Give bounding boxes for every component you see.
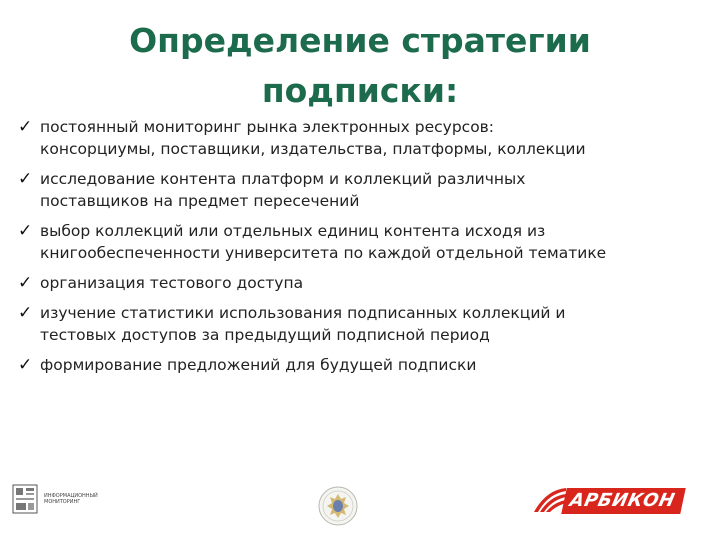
monitoring-emblem-icon bbox=[12, 484, 38, 514]
university-seal-icon bbox=[318, 484, 358, 528]
checkmark-icon: ✓ bbox=[18, 117, 33, 137]
bullet-text-line-2: консорциумы, поставщики, издательства, платформы, коллекции bbox=[40, 140, 586, 158]
slide-title-line-2: подписки: bbox=[261, 71, 459, 110]
bullet-text-line-1: изучение статистики использования подписанных коллекций и bbox=[40, 304, 566, 322]
bullet-text-line-2: книгообеспеченности университета по каждой отдельной тематике bbox=[40, 244, 607, 262]
bullet-item bbox=[18, 354, 702, 376]
bullet-text-line-1: постоянный мониторинг рынка электронных ресурсов: bbox=[40, 118, 495, 136]
checkmark-icon: ✓ bbox=[18, 273, 33, 293]
bullet-text-line-1: формирование предложений для будущей подписки bbox=[40, 356, 477, 374]
bullet-item bbox=[18, 302, 702, 346]
bullet-text-line-1: выбор коллекций или отдельных единиц контента исходя из bbox=[40, 222, 546, 240]
arbicon-logo bbox=[532, 486, 683, 516]
checkmark-icon: ✓ bbox=[18, 169, 33, 189]
bullet-item bbox=[18, 220, 702, 264]
arbicon-brand-text: АРБИКОН bbox=[561, 488, 685, 514]
slide-title-line-1: Определение стратегии bbox=[129, 21, 591, 60]
bullet-text-line-1: организация тестового доступа bbox=[40, 274, 304, 292]
slide-title bbox=[0, 16, 720, 116]
bullet-text-line-2: поставщиков на предмет пересечений bbox=[40, 192, 360, 210]
bullet-item bbox=[18, 116, 702, 160]
bullet-item bbox=[18, 168, 702, 212]
bullet-text-line-2: тестовых доступов за предыдущий подписной период bbox=[40, 326, 490, 344]
footer-logos bbox=[0, 480, 720, 540]
bullet-item bbox=[18, 272, 702, 294]
monitoring-logo-text: ИНФОРМАЦИОННЫЙ МОНИТОРИНГ bbox=[44, 493, 98, 505]
checkmark-icon: ✓ bbox=[18, 221, 33, 241]
checkmark-icon: ✓ bbox=[18, 303, 33, 323]
checkmark-icon: ✓ bbox=[18, 355, 33, 375]
bullet-list bbox=[18, 116, 702, 384]
monitoring-logo bbox=[12, 484, 104, 514]
bullet-text-line-1: исследование контента платформ и коллекций различных bbox=[40, 170, 526, 188]
